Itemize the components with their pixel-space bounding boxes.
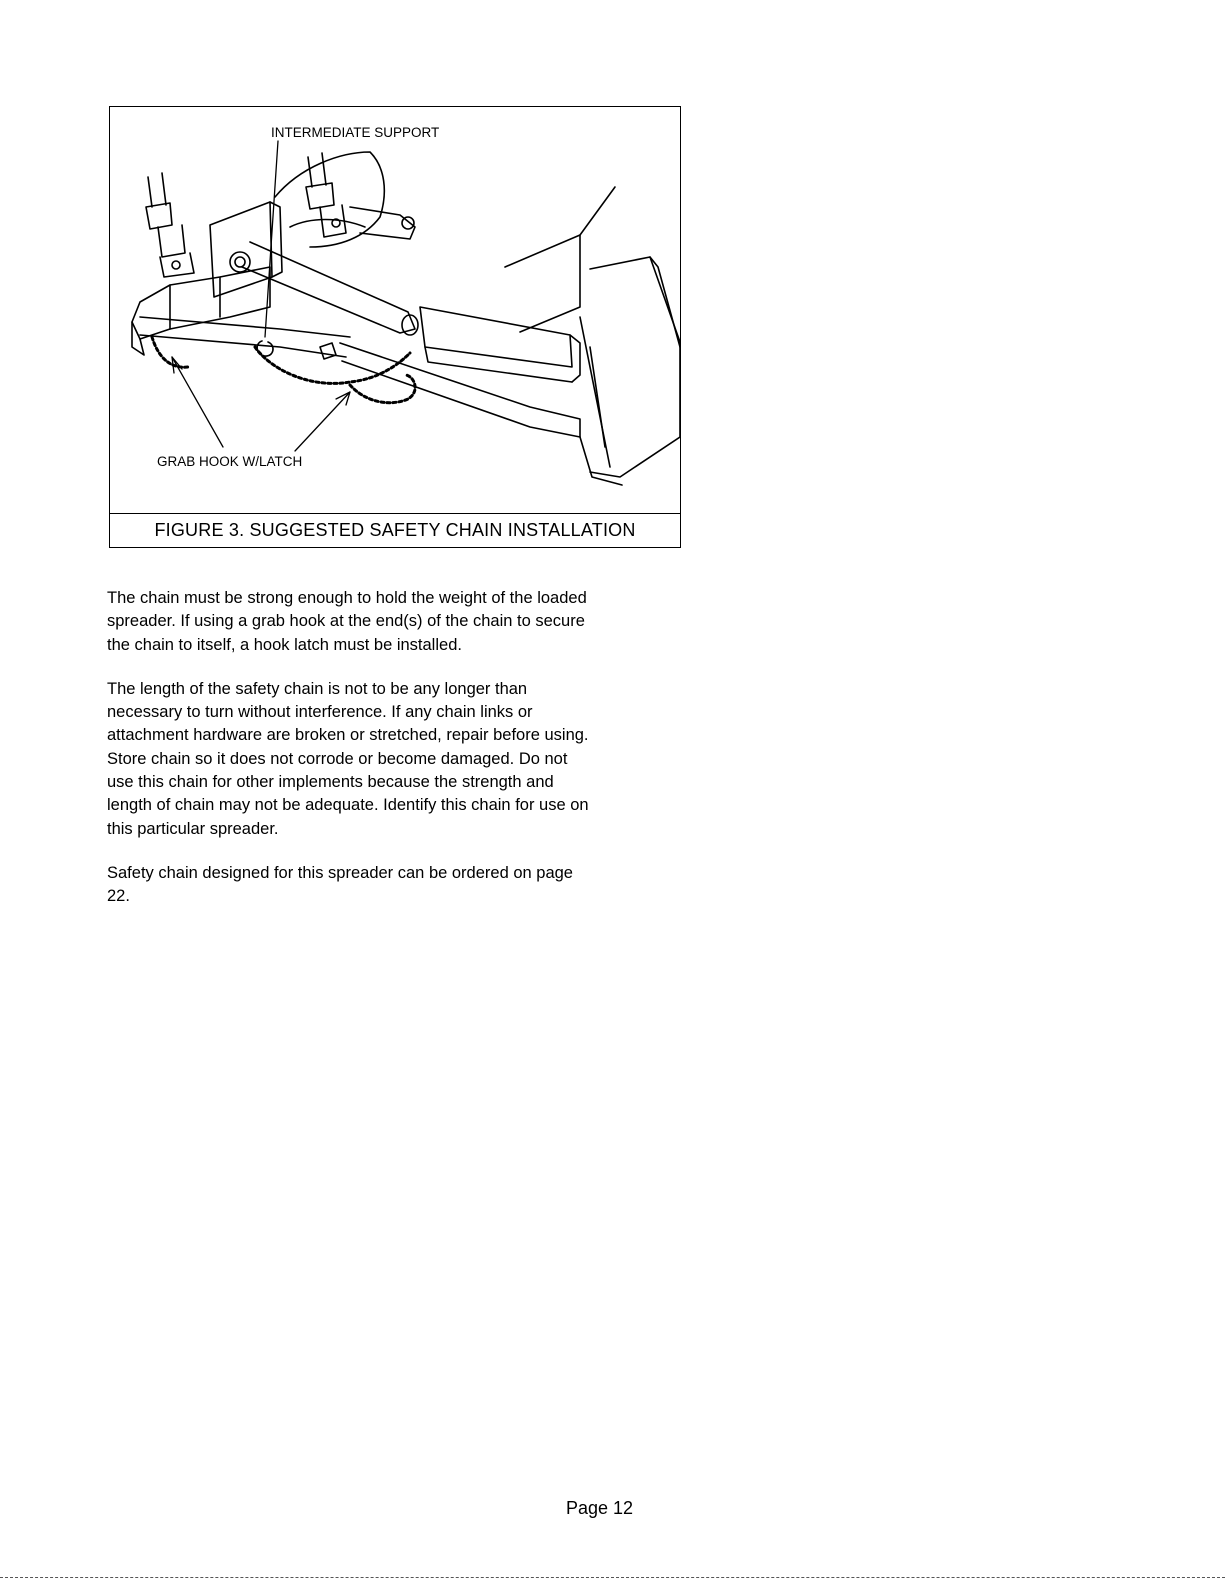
safety-chain-illustration <box>110 107 680 513</box>
page-number: Page 12 <box>566 1498 634 1518</box>
figure-caption: FIGURE 3. SUGGESTED SAFETY CHAIN INSTALLATION <box>110 513 680 547</box>
figure-3 <box>109 106 681 548</box>
paragraph-chain-strength: The chain must be strong enough to hold the weight of the loaded spreader. If using a grab hook at the end(s) of the chain to secure the chain to itself, a hook latch must be installed. <box>107 589 587 654</box>
page-bottom-divider <box>0 1577 1225 1578</box>
grab-hook-label: GRAB HOOK W/LATCH <box>157 454 303 469</box>
intermediate-support-label: INTERMEDIATE SUPPORT <box>271 125 440 140</box>
paragraph-chain-length: The length of the safety chain is not to be any longer than necessary to turn without interference. If any chain links or attachment hardware are broken or stretched, repair before using. Store chain so it does not corrode or become damaged. Do not use this chain for other implements because the strength and length of chain may not be adequate. Identify this chain for use on this particular spreader. <box>107 679 589 838</box>
body-text <box>107 587 597 930</box>
paragraph-ordering: Safety chain designed for this spreader can be ordered on page 22. <box>107 863 573 906</box>
